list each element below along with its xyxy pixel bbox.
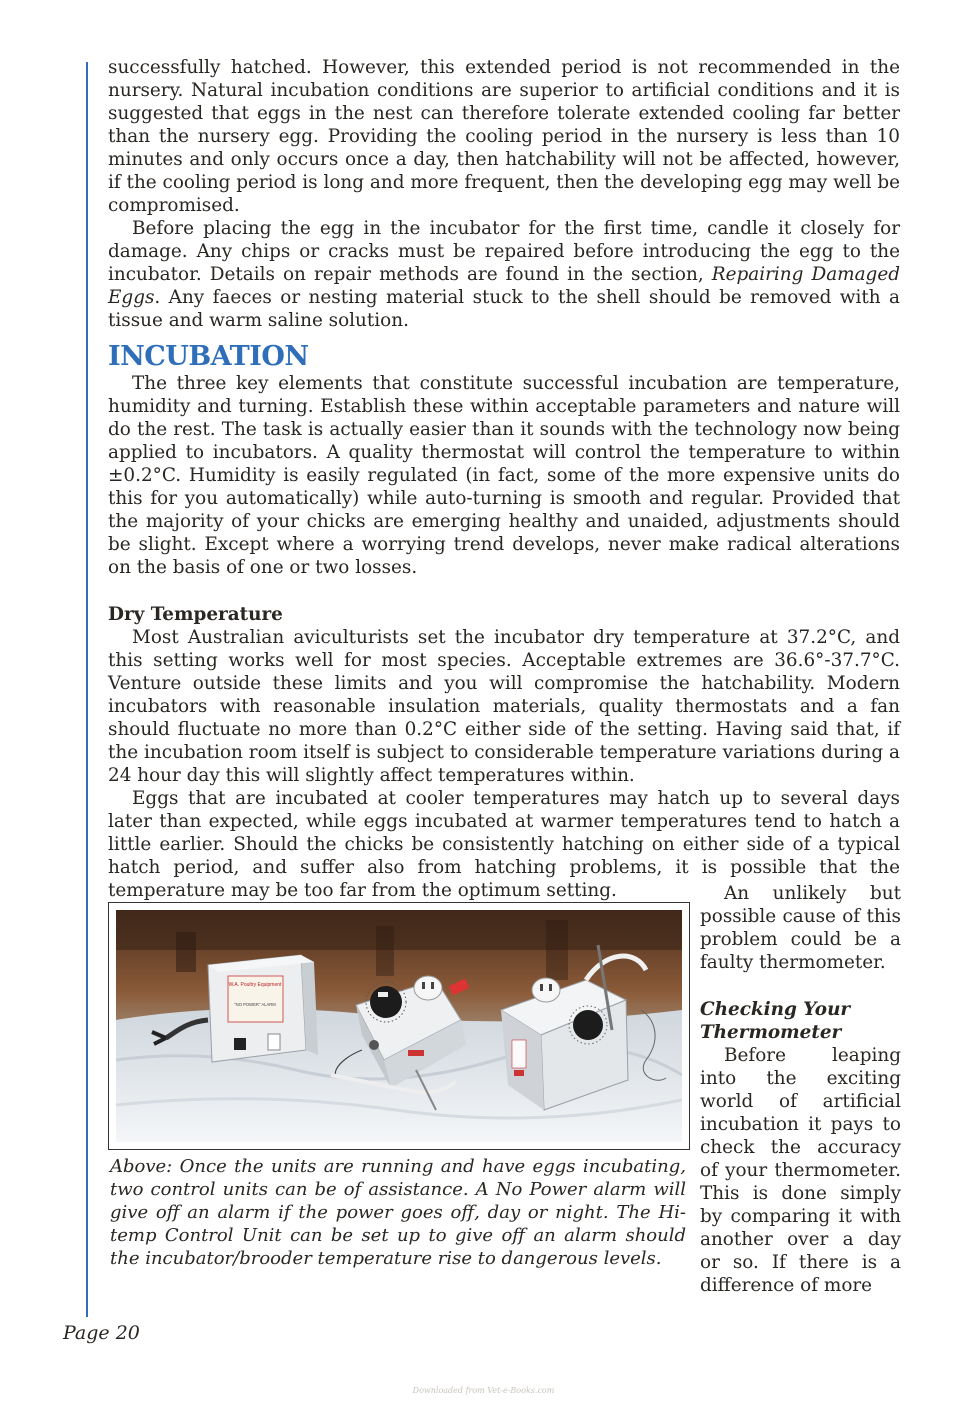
intro-paragraph: successfully hatched. However, this extended period is not recommended in the nursery. Natural incubation conditions are superior to artificial conditions and it is suggested that eggs in the nest can therefore tolerate extended cooling far better than the nursery egg. Providing the cooling period in the nursery is less than 10 minutes and only occurs once a day, then hatchability will not be affected, however, if the cooling period is long and more frequent, then the developing egg may well be compromised. bbox=[108, 57, 900, 216]
photo-frame bbox=[108, 902, 690, 1150]
checking-thermometer-heading: Checking Your Thermometer bbox=[700, 999, 851, 1043]
candling-paragraph bbox=[108, 217, 900, 332]
main-column bbox=[108, 56, 900, 902]
candling-text-1: Before placing the egg in the incubator for the first time, candle it closely for damage. Any chips or cracks must be repaired before introducing the egg to the incubator. Details on repair methods are found in the section, bbox=[108, 218, 900, 285]
footer-watermark: Downloaded from Vet-e-Books.com bbox=[412, 1386, 555, 1395]
dry-temperature-heading: Dry Temperature bbox=[108, 604, 283, 625]
repairing-eggs-reference: Repairing Damaged Eggs bbox=[108, 264, 900, 308]
side-paragraph-2: Before leaping into the exciting world of artificial incubation it pays to check the accuracy of your thermometer. This is done simply by comparing it with another over a day or so. If there is a difference of more bbox=[700, 1045, 901, 1296]
incubation-paragraph: The three key elements that constitute successful incubation are temperature, humidity and turning. Establish these within acceptable parameters and nature will do the rest. The task is actually easier than it sounds with the technology now being applied to incubators. A quality thermostat will control the temperature to within ±0.2°C. Humidity is easily regulated (in fact, some of the more expensive units do this for you automatically) while auto-turning is smooth and regular. Provided that the majority of your chicks are emerging healthy and unaided, adjustments should be slight. Except where a worrying trend develops, never make radical alterations on the basis of one or two losses. bbox=[108, 373, 900, 578]
dry-temperature-paragraph-1: Most Australian aviculturists set the incubator dry temperature at 37.2°C, and this setting works well for most species. Acceptable extremes are 36.6°-37.7°C. Venture outside these limits and you will compromise the hatchability. Modern incubators with reasonable insulation materials, quality thermostats and a fan should fluctuate no more than 0.2°C either side of the setting. Having said that, if the incubation room itself is subject to considerable temperature variations during a 24 hour day this will slightly affect temperatures within. bbox=[108, 627, 900, 786]
section-title: INCUBATION bbox=[108, 341, 309, 372]
candling-text-2: . Any faeces or nesting material stuck to the shell should be removed with a tissue and warm saline solution. bbox=[108, 287, 900, 331]
side-column bbox=[700, 882, 901, 1297]
margin-rule bbox=[86, 62, 88, 1317]
photo-caption: Above: Once the units are running and have eggs incubating, two control units can be of assistance. A No Power alarm will give off an alarm if the power goes off, day or night. The Hi-temp Control Unit can be set up to give off an alarm should the incubator/brooder temperature rise to dangerous levels. bbox=[110, 1156, 686, 1269]
dry-temperature-paragraph-2: Eggs that are incubated at cooler temperatures may hatch up to several days later than expected, while eggs incubated at warmer temperatures tend to hatch a little earlier. Should the chicks be consistently hatching on either side of a typical hatch period, and suffer also from hatching problems, it is possible that the temperature may be too far from the optimum setting. bbox=[108, 788, 900, 901]
box1-brand-text: W.A. Poultry Equipment bbox=[228, 982, 282, 988]
control-units-photo bbox=[116, 910, 682, 1142]
box1-label-text: "NO POWER" ALARM bbox=[234, 1002, 276, 1007]
page-number: Page 20 bbox=[63, 1322, 140, 1344]
side-paragraph-1: An unlikely but possible cause of this problem could be a faulty thermometer. bbox=[700, 883, 901, 973]
